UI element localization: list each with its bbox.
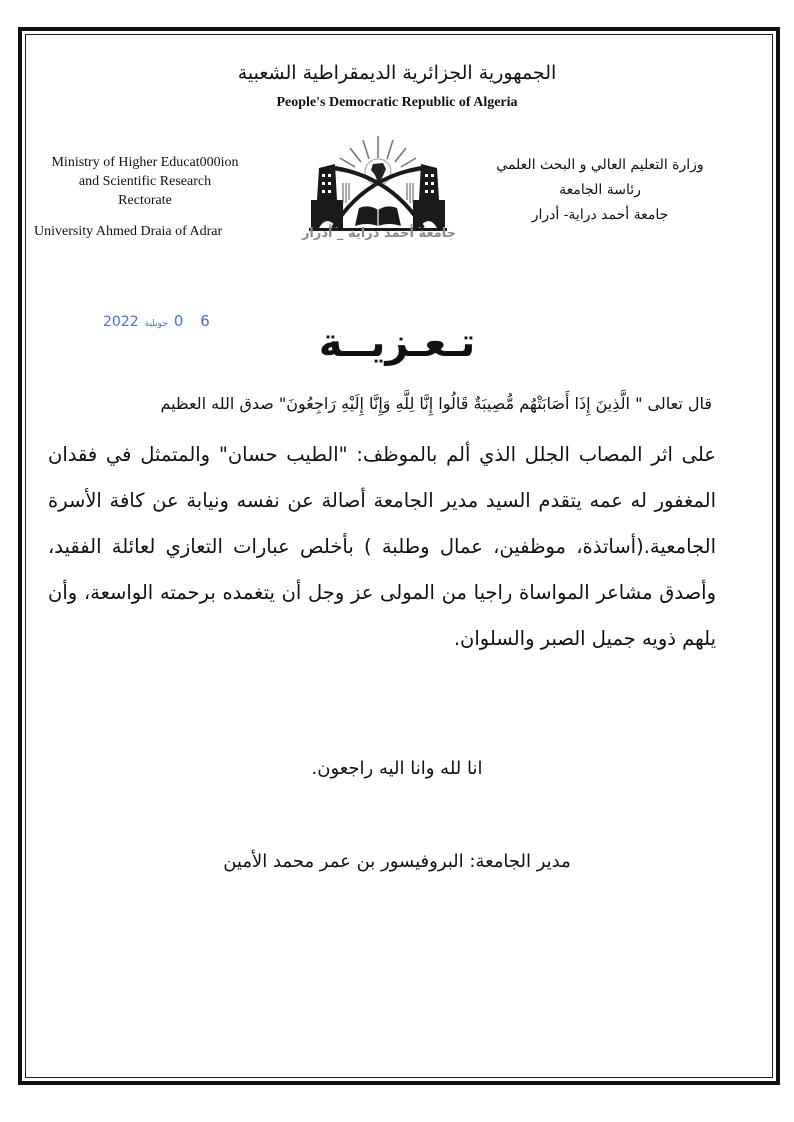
ministry-arabic-block: [490, 153, 710, 228]
logo-caption: جامعة أحمد دراية _ أدرار: [301, 226, 457, 241]
ministry-line-2: and Scientific Research: [78, 174, 212, 189]
stamp-day: 0 6: [173, 312, 216, 330]
closing-phrase: انا لله وانا اليه راجعون.: [311, 758, 483, 779]
ministry-line-1: Ministry of Higher Educat000ion: [51, 155, 239, 170]
ministry-english-block: [30, 153, 260, 210]
rectorate-line: Rectorate: [118, 193, 172, 208]
quran-verse: قال تعالى " الَّذِينَ إِذَا أَصَابَتْهُم مُّصِيبَةٌ قَالُوا إِنَّا لِلَّهِ وَإِنَّا إِلَيْهِ رَاجِعُونَ" صدق الله العظيم: [160, 394, 712, 413]
stamp-year: 2022: [103, 314, 139, 330]
republic-name-arabic: الجمهورية الجزائرية الديمقراطية الشعبية: [237, 62, 557, 84]
university-name-arabic: جامعة أحمد دراية- أدرار: [531, 207, 669, 223]
republic-name-english: People's Democratic Republic of Algeria: [276, 95, 518, 110]
condolence-body: على اثر المصاب الجلل الذي ألم بالموظف: "الطيب حسان" والمتمثل في فقدان المغفور له عمه يتقدم السيد مدير الجامعة أصالة عن نفسه ونيابة عن كافة الأسرة الجامعية.(أساتذة، موظفين، عمال وطلبة ) بأخلص عبارات التعازي لعائلة الفقيد، وأصدق مشاعر المواساة راجيا من المولى عز وجل أن يتغمده برحمته الواسعة، وأن يلهم ذويه جميل الصبر والسلوان.: [48, 443, 716, 650]
signature-line: مدير الجامعة: البروفيسور بن عمر محمد الأمين: [223, 851, 571, 872]
university-name-english: University Ahmed Draia of Adrar: [34, 224, 223, 239]
rectorate-ar-line: رئاسة الجامعة: [559, 182, 641, 198]
stamp-month: جويلية: [144, 319, 168, 329]
document-title: تـعـزيــة: [318, 320, 476, 366]
ministry-ar-line-1: وزارة التعليم العالي و البحث العلمي: [496, 157, 704, 173]
